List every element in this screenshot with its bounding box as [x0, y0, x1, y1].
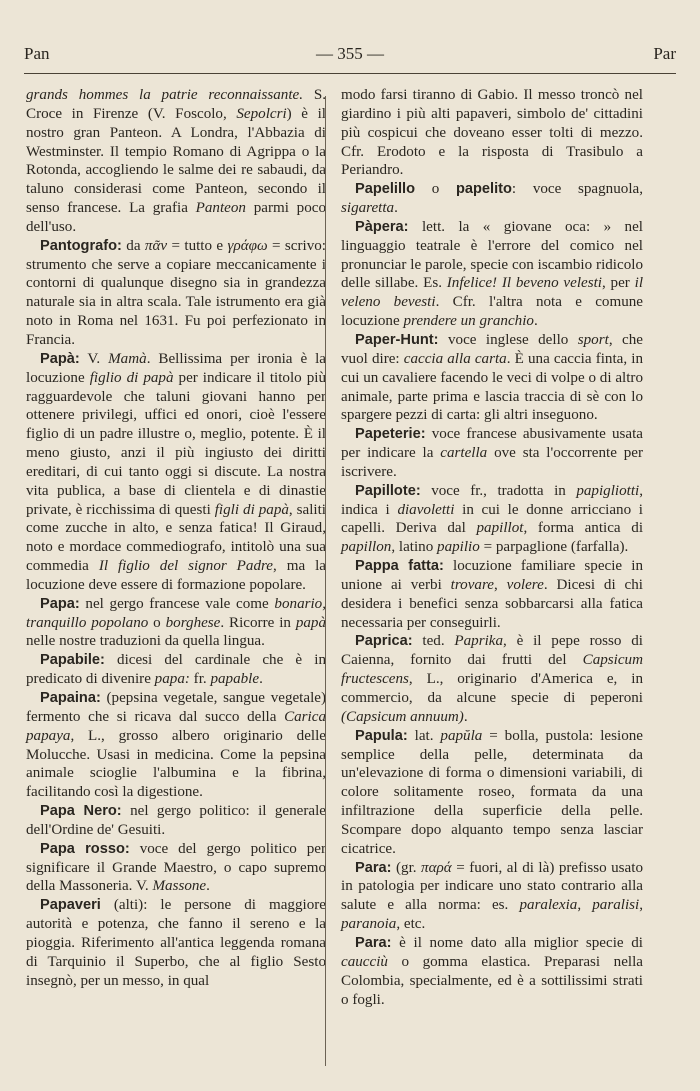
dictionary-entry	[26, 651, 326, 689]
italic-text: il veleno bevesti	[341, 275, 644, 311]
dictionary-entry	[341, 859, 643, 934]
italic-text: Paprika	[454, 633, 504, 650]
dictionary-entry	[341, 632, 643, 726]
entry-headword: Papula:	[355, 727, 408, 744]
dictionary-entry	[26, 237, 326, 350]
dictionary-entry	[26, 896, 326, 990]
body-text: (gr.	[391, 859, 422, 876]
body-text: , ma la locuzione deve essere di formazione popolare.	[26, 558, 327, 593]
right-column	[341, 86, 643, 1009]
body-text: , etc.	[396, 916, 426, 933]
entry-headword: Paper-Hunt:	[355, 331, 439, 348]
body-text: . È una caccia finta, in cui un cavaliere facendo le veci di volpe o di altro animale, parte prima e lascia traccia di sè con lo spargere pezzi di carta: gli altri inseguono.	[341, 350, 643, 424]
italic-text: paralisi	[592, 897, 640, 914]
body-text: = fuori, al di là) prefisso usato in patologia per indicare uno stato contrario alla salute e alla norma: es.	[341, 859, 643, 914]
italic-text: παρά	[421, 859, 452, 876]
entry-headword: Papeterie:	[355, 426, 426, 443]
italic-text: γράφω	[227, 237, 268, 254]
body-text: , è il pepe rosso di Caienna, fornito dai frutti del	[341, 633, 643, 669]
dictionary-entry	[341, 557, 643, 632]
body-text: .	[533, 313, 538, 330]
italic-text: Massone	[152, 878, 207, 895]
italic-text: bonario, tranquillo popolano	[26, 595, 326, 631]
italic-text: Il figlio del signor Padre	[98, 558, 274, 575]
body-text: per indicare il titolo più ragguardevole che taluni giovani hanno per ottenere privilegi, uffici ed onori, cioè l'essere figlio di un padre illustre o, meglio, potente. È il meno giusto, anzi il più ingiusto dei diritti ereditari, di cui tanto oggi si discute. La nostra vita publica, a base di clientela e di dinastie private, è ricchissima di questi	[26, 369, 326, 518]
entry-headword: Para:	[355, 934, 392, 951]
body-text: , indica i	[341, 482, 643, 518]
body-text: , saliti come zucche in alto, e senza fatica! Il Giraud, noto e mordace commediografo, intitolò una sua commedia	[26, 501, 327, 575]
entry-headword: Papaina:	[40, 690, 101, 706]
body-text: lat.	[407, 727, 441, 744]
entry-headword: Papa rosso:	[40, 840, 130, 857]
continued-text	[26, 86, 326, 237]
italic-text: paralexia	[519, 897, 578, 914]
italic-text: Mamà	[108, 350, 147, 367]
italic-text: borghese	[165, 614, 221, 631]
body-text: ,	[493, 576, 507, 593]
body-text: nel gergo politico: il generale dell'Ordine de' Gesuiti.	[26, 803, 326, 838]
body-text: = scrivo: strumento che serve a copiare meccanicamente i contorni di qualunque disegno sia in grandezza naturale sia in altra scala. Tale istrumento era già noto in Roma nel 1631. Fu poi perfezionato in Francia.	[26, 237, 326, 348]
entry-headword: Papaveri	[40, 897, 101, 914]
body-text: ,	[577, 897, 593, 914]
dictionary-entry	[341, 727, 643, 859]
body-text: .	[394, 200, 398, 217]
italic-text: πᾶν	[144, 237, 168, 254]
italic-text: caucciù	[341, 953, 388, 970]
body-text: o	[415, 181, 456, 198]
body-text: nelle nostre traduzioni da quella lingua.	[26, 633, 265, 650]
entry-headword: Pàpera:	[355, 218, 409, 235]
body-text: ted.	[412, 633, 455, 650]
body-text: nel gergo francese vale come	[79, 595, 275, 612]
body-text: , forma antica di	[523, 520, 644, 537]
body-text: ) è il nostro gran Panteon. A Londra, l'Abbazia di Westminster. Il tempio Romano di Agrippa o la Rotonda, accogliendo le salme dei re sabaudi, da taluno considerasi come Panteon, secondo il senso francese. La grafia	[26, 105, 326, 217]
italic-text: figlio di papà	[89, 369, 174, 386]
dictionary-entry	[341, 934, 643, 1009]
body-text: S. Croce in Firenze (V. Foscolo,	[26, 87, 326, 122]
body-text: in cui le donne arricciano i capelli. Deriva dal	[341, 501, 644, 537]
body-text: . Cfr. l'altra nota e comune locuzione	[341, 294, 643, 330]
italic-text: papilio	[437, 539, 480, 556]
entry-headword: Pantografo:	[40, 237, 122, 254]
body-text: . Ricorre in	[220, 614, 296, 631]
entry-headword: Papillote:	[355, 482, 421, 499]
italic-text: papà	[295, 614, 326, 631]
body-text: = tutto e	[167, 237, 228, 254]
body-text: , L., grosso albero originario delle Molucche. Usasi in medicina. Come la pepsina animale scioglie l'albumina e la fibrina, facilitando così la digestione.	[26, 727, 326, 801]
italic-text: prendere un granchio	[403, 313, 534, 330]
dictionary-entry	[26, 802, 326, 840]
entry-headword: Pappa fatta:	[355, 558, 444, 575]
italic-text: papillot	[476, 520, 524, 537]
italic-text: Carica papaya	[26, 708, 326, 744]
body-text: , L., originario d'America e, in commercio, da alcune specie di peperoni	[341, 671, 643, 706]
body-text: papelito	[455, 181, 512, 198]
body-text: da	[121, 237, 145, 254]
italic-text: papable	[210, 671, 260, 688]
body-text: .	[206, 878, 210, 895]
italic-text: sigaretta	[341, 200, 395, 217]
entry-headword: Papa Nero:	[40, 803, 122, 820]
dictionary-entry	[341, 482, 643, 557]
body-text: parmi poco dell'uso.	[26, 200, 326, 235]
body-text: : voce spagnuola,	[511, 181, 643, 198]
italic-text: (Capsicum annuum)	[341, 708, 464, 725]
body-text: voce francese abusivamente usata per indicare la	[341, 426, 643, 462]
italic-text: papŭla	[440, 727, 483, 744]
dictionary-entry	[341, 180, 643, 218]
italic-text: papa:	[154, 671, 190, 688]
body-text: o	[148, 614, 166, 631]
dictionary-entry	[341, 331, 643, 425]
entry-headword: Papa:	[40, 595, 80, 612]
body-text: ove sta l'occorrente per iscrivere.	[341, 445, 643, 480]
italic-text: diavoletti	[397, 501, 455, 518]
body-text: , latino	[391, 539, 438, 556]
dictionary-entry	[26, 689, 326, 802]
header-rule	[24, 73, 676, 74]
header-left-keyword: Pan	[24, 44, 50, 63]
header-right-keyword: Par	[653, 44, 676, 63]
body-text: modo farsi tiranno di Gabio. Il messo troncò nel giardino i più alti papaveri, simbolo de' cittadini più cospicui che doveano esser tolti di mezzo. Cfr. Erodoto e la risposta di Trasibulo a Periandro.	[341, 87, 643, 179]
italic-text: Panteon	[195, 200, 246, 217]
dictionary-entry	[26, 350, 326, 595]
body-text: , che vuol dire:	[341, 331, 643, 367]
body-text: (alti): le persone di maggiore autorità e potenza, che fanno il sereno e la pioggia. Riferimento all'antica leggenda romana di Tarquinio il Superbo, che al figlio Sesto insegnò, per un messo, in qual	[26, 897, 326, 989]
body-text: lett. la « giovane oca: » nel linguaggio teatrale è l'errore del comico nel pronunciar le parole, specie con iscambio ridicolo delle sillabe. Es.	[341, 218, 643, 292]
italic-text: figli di papà	[214, 501, 289, 518]
entry-headword: Papelillo	[355, 181, 416, 198]
body-text: locuzione familiare specie in unione ai verbi	[341, 558, 643, 593]
body-text: fr.	[189, 671, 211, 688]
italic-text: sport	[577, 331, 609, 348]
entry-headword: Papabile:	[40, 652, 105, 669]
italic-text: volere	[506, 576, 544, 593]
italic-text: Infelice! Il beveno velesti	[446, 275, 602, 292]
italic-text: paranoia	[341, 916, 397, 933]
body-text: , per	[601, 275, 635, 292]
italic-text: Capsicum fructescens	[341, 652, 643, 688]
italic-text: papigliotti	[576, 482, 640, 499]
body-text: = bolla, pustola: lesione semplice della pelle, determinata da un'elevazione di forma o dimensioni variabili, di colore solitamente roseo, formata da una infiltrazione della superficie della pelle. Scompare dopo alquanto tempo senza lasciar cicatrice.	[341, 727, 643, 857]
body-text: . Bellissima per ironia è la locuzione	[26, 350, 326, 386]
body-text: . Dicesi di chi desidera i benefici senza sobbarcarsi alla fatica necessaria per conseguirli.	[341, 576, 643, 631]
dictionary-entry	[341, 425, 643, 482]
column-divider	[325, 96, 326, 1066]
italic-text: grands hommes la patrie reconnaissante.	[26, 87, 304, 103]
body-text: (pepsina vegetale, sangue vegetale) fermento che si ricava dal succo della	[26, 690, 326, 725]
body-text: voce inglese dello	[438, 331, 578, 348]
italic-text: caccia alla carta	[403, 350, 507, 367]
body-text: .	[463, 708, 468, 725]
body-text: è il nome dato alla miglior specie di	[391, 934, 643, 951]
entry-headword: Papà:	[40, 350, 80, 367]
italic-text: Sepolcri	[236, 105, 287, 122]
left-column	[26, 86, 326, 991]
dictionary-entry	[341, 218, 643, 331]
dictionary-entry	[26, 595, 326, 652]
italic-text: papillon	[341, 539, 392, 556]
entry-headword: Paprica:	[355, 633, 413, 650]
body-text: o gomma elastica. Preparasi nella Colombia, specialmente, ed è a sottilissimi strati o fogli.	[341, 953, 643, 1008]
body-text: voce del gergo politico per significare il Grande Maestro, o capo supremo della Massoneria. V.	[26, 840, 326, 895]
body-text: .	[259, 671, 263, 688]
italic-text: cartella	[440, 445, 488, 462]
dictionary-entry	[26, 840, 326, 897]
body-text: ,	[639, 897, 643, 914]
body-text: = parpaglione (farfalla).	[479, 539, 629, 556]
italic-text: trovare	[450, 576, 494, 593]
body-text: voce fr., tradotta in	[420, 482, 577, 499]
body-text: V.	[79, 350, 109, 367]
page-number: — 355 —	[316, 44, 384, 63]
entry-headword: Para:	[355, 859, 392, 876]
body-text: dicesi del cardinale che è in predicato di divenire	[26, 652, 326, 688]
continued-text	[341, 86, 643, 180]
page-header	[24, 44, 676, 68]
